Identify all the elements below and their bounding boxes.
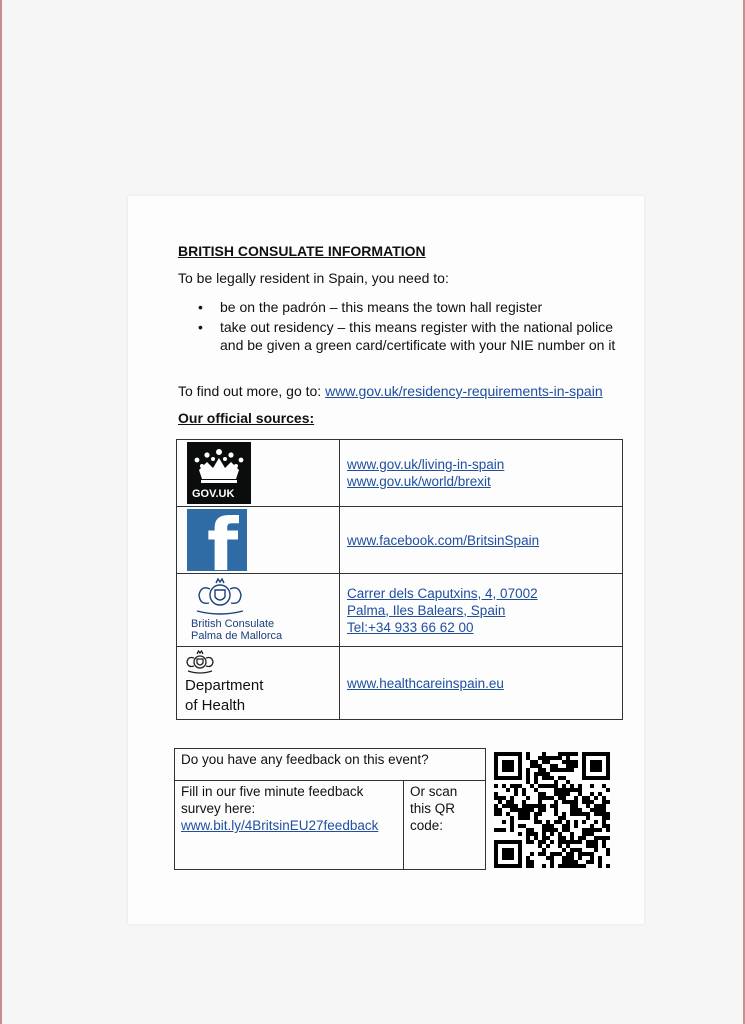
sources-title: Our official sources:	[178, 410, 315, 426]
phone-link[interactable]: Tel:+34 933 66 62 00	[347, 619, 474, 635]
survey-cell	[175, 781, 404, 870]
table-row	[177, 507, 623, 574]
intro-text: To be legally resident in Spain, you need to:	[178, 270, 449, 286]
scan-edge-left	[0, 0, 2, 1024]
consulate-address-cell	[340, 574, 623, 647]
list-item: • take out residency – this means register with the national police and be given a green card/certificate with your NIE number on it	[178, 318, 618, 354]
address-line-2[interactable]: Palma, Iles Balears, Spain	[347, 602, 506, 618]
govuk-links-cell	[340, 440, 623, 507]
table-row	[177, 440, 623, 507]
govuk-logo	[187, 442, 251, 504]
crown-icon	[187, 446, 251, 484]
address-line-1[interactable]: Carrer dels Caputxins, 4, 07002	[347, 585, 538, 601]
health-name-line-2: of Health	[185, 697, 246, 714]
healthcare-link[interactable]: www.healthcareinspain.eu	[347, 675, 504, 691]
find-out-more-label: To find out more, go to:	[178, 383, 326, 399]
department-of-health-logo	[177, 647, 339, 719]
consulate-logo	[177, 574, 339, 646]
govuk-logo-text: GOV.UK	[192, 488, 235, 500]
facebook-links-cell	[340, 507, 623, 574]
find-out-more	[178, 383, 603, 399]
brexit-link[interactable]: www.gov.uk/world/brexit	[347, 474, 491, 489]
sources-table	[176, 439, 623, 720]
facebook-glyph: f	[207, 509, 239, 571]
feedback-table	[174, 748, 486, 870]
living-in-spain-link[interactable]: www.gov.uk/living-in-spain	[347, 457, 505, 472]
qr-code-icon[interactable]	[494, 752, 610, 868]
royal-arms-icon	[185, 650, 215, 674]
qr-prompt-cell: Or scan this QR code:	[404, 781, 486, 870]
consulate-logo-cell	[177, 574, 340, 647]
health-links-cell	[340, 647, 623, 720]
table-row	[175, 781, 486, 870]
feedback-survey-link[interactable]: www.bit.ly/4BritsinEU27feedback	[181, 818, 379, 833]
survey-text: Fill in our five minute feedback survey here:	[181, 784, 364, 816]
facebook-link[interactable]: www.facebook.com/BritsinSpain	[347, 532, 540, 548]
consulate-name-line-2: Palma de Mallorca	[191, 630, 283, 642]
list-item: • be on the padrón – this means the town hall register	[178, 298, 618, 316]
facebook-logo-cell	[177, 507, 340, 574]
requirements-list	[178, 298, 618, 356]
page-title: BRITISH CONSULATE INFORMATION	[178, 243, 426, 259]
health-name-line-1: Department	[185, 677, 264, 694]
royal-arms-icon	[191, 577, 249, 617]
table-row	[175, 749, 486, 781]
facebook-icon	[187, 509, 247, 571]
health-logo-cell	[177, 647, 340, 720]
govuk-logo-cell	[177, 440, 340, 507]
residency-link[interactable]: www.gov.uk/residency-requirements-in-spain	[325, 383, 603, 399]
table-row	[177, 647, 623, 720]
feedback-question: Do you have any feedback on this event?	[175, 749, 486, 781]
table-row	[177, 574, 623, 647]
consulate-name-line-1: British Consulate	[191, 618, 275, 630]
